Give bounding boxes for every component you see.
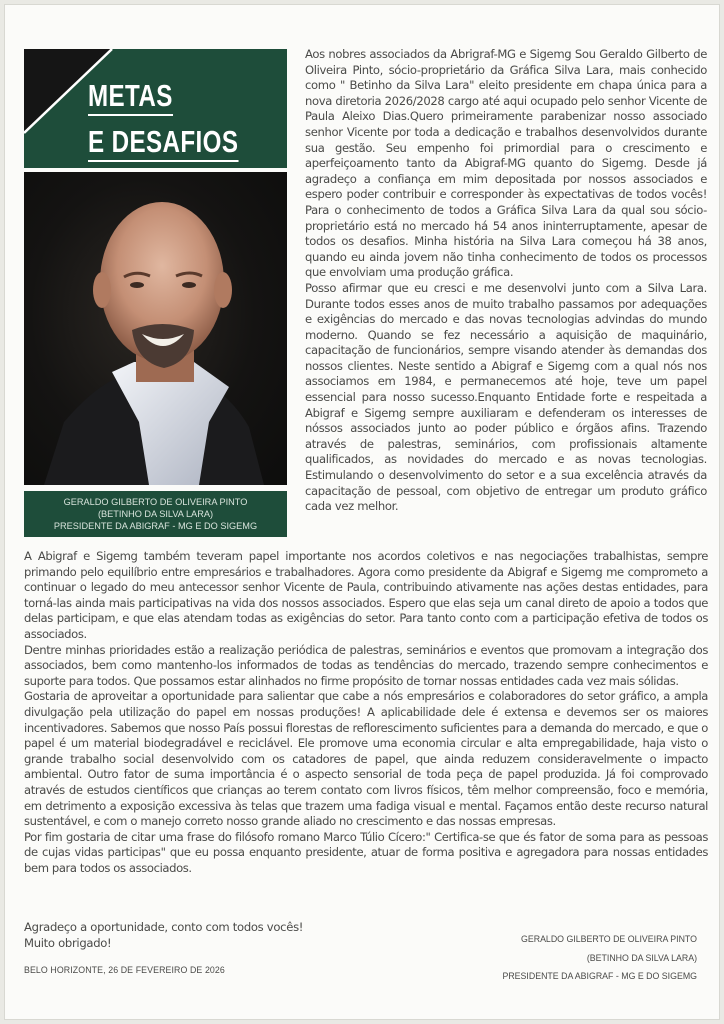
caption-name: GERALDO GILBERTO DE OLIVEIRA PINTO bbox=[63, 497, 248, 507]
paragraph: Gostaria de aproveitar a oportunidade para salientar que cabe a nós empresários e colaboradores do setor gráfico, a ampla divulgação pela utilização do papel em nossas produções! A aplicabilidade dele é extensa e devemos ser os maiores incentivadores. Sabemos que nosso País possui florestas de reflorescimento suficientes para a demanda do mercado, e que o papel é um material biodegradável e reciclável. Ele promove uma economia circular e alta empregabilidade, haja visto o grande trabalho social desenvolvido com os catadores de papel, que ainda reduzem consideravelmente o impacto ambiental. Outro fator de suma importância é o aspecto sensorial de toda peça de papel produzida. Já foi comprovado através de estudos científicos que crianças ao terem contato com livros físicos, têm melhor compreensão, foco e memória, em detrimento a exposição excessiva às telas que trazem uma fadiga visual e mental. Façamos então deste recurso natural sustentável, e com o manejo correto nosso grande aliado no crescimento e das nossas empresas. bbox=[24, 689, 708, 829]
page-title bbox=[88, 75, 238, 167]
title-line-1: METAS bbox=[88, 78, 173, 116]
portrait-photo bbox=[24, 172, 287, 485]
paragraph: Por fim gostaria de citar uma frase do filósofo romano Marco Túlio Cícero:" Certifica-se que és fator de soma para as pessoas de cujas vidas participas" que eu possa enquanto presidente, atuar de forma positiva e agregadora para nossas entidades bem para todos os associados. bbox=[24, 829, 708, 875]
paragraph: Posso afirmar que eu cresci e me desenvolvi junto com a Silva Lara. Durante todos esses anos de muito trabalho passamos por adequações e exigências do mercado e das novas tecnologias advindas do mundo moderno. Quando se fez necessário a aquisição de maquinário, capacitação de funcionários, sempre visando atender às demandas dos nossos clientes. Neste sentido a Abigraf e Sigemg com a qual nós nos associamos em 1984, e permanecemos até hoje, teve um papel essencial para nosso sucesso.Enquanto Entidade forte e respeitada a Abigraf e Sigemg sempre auxiliaram e defenderam os interesses de nóssos associados junto ao poder público e órgãos afins. Trazendo através de palestras, seminários, com profissionais altamente qualificados, as novidades do mercado e as novas tecnologias. Estimulando o desenvolvimento do setor e a sua excelência através da capacitação de pessoal, com objetivo de entregar um produto gráfico cada vez melhor. bbox=[305, 280, 707, 514]
signature-block bbox=[502, 930, 697, 986]
photo-caption bbox=[24, 491, 287, 537]
signature-nickname: (BETINHO DA SILVA LARA) bbox=[586, 952, 697, 963]
portrait-illustration bbox=[24, 172, 287, 485]
closing-farewell: Muito obrigado! bbox=[24, 936, 112, 950]
signature-name: GERALDO GILBERTO DE OLIVEIRA PINTO bbox=[521, 934, 697, 944]
title-line-2: E DESAFIOS bbox=[88, 124, 238, 162]
document-page bbox=[4, 4, 720, 1020]
caption-nickname: (BETINHO DA SILVA LARA) bbox=[97, 509, 214, 519]
right-column-text bbox=[305, 47, 707, 515]
full-width-text bbox=[24, 549, 708, 876]
signature-role: PRESIDENTE DA ABIGRAF - MG E DO SIGEMG bbox=[502, 971, 697, 981]
paragraph: Dentre minhas prioridades estão a realização periódica de palestras, seminários e eventos que promovam a integração dos associados, bem como mantenho-los informados de todas as tendências do mercado, trazendo sempre conhecimentos e suporte para todos. Que possamos estar alinhados no firme propósito de tornar nossas entidades cada vez mais sólidas. bbox=[24, 642, 708, 688]
closing-thanks: Agradeço a oportunidade, conto com todos vocês! bbox=[24, 920, 304, 934]
paragraph: Aos nobres associados da Abrigraf-MG e Sigemg Sou Geraldo Gilberto de Oliveira Pinto, sócio-proprietário da Gráfica Silva Lara, mais conhecido como " Betinho da Silva Lara" eleito presidente em chapa única para a nova diretoria 2026/2028 cargo até aqui ocupado pelo senhor Vicente de Paula Aleixo Dias.Quero primeiramente parabenizar nosso associado senhor Vicente por toda a dedicação e trabalhos desenvolvidos durante sua gestão. Seu empenho foi primordial para o crescimento e aperfeiçoamento tanto da Abigraf-MG quanto do Sigemg. Desde já agradeço a confiança em mim depositada por nossos associados e espero poder contribuir e corresponder às expectativas de todos vocês! Para o conhecimento de todos a Gráfica Silva Lara da qual sou sócio-proprietário está no mercado há 54 anos ininterruptamente, apesar de todos os desafios. Minha história na Silva Lara começou há 38 anos, quando eu ainda jovem não tinha conhecimento de todos os processos que envolviam uma produção gráfica. bbox=[305, 47, 707, 280]
closing-remarks bbox=[24, 919, 303, 951]
paragraph: A Abigraf e Sigemg também teveram papel importante nos acordos coletivos e nas negociações trabalhistas, sempre primando pelo equilíbrio entre empresários e trabalhadores. Agora como presidente da Abigraf e Sigemg me comprometo a continuar o legado do meu antecessor senhor Vicente de Paula, contribuindo ativamente nas ações destas entidades, para torná-las ainda mais participativas na vida dos nossos associados. Espero que elas seja um canal direto de apoio a todos que delas participam, e que elas atendam todas as exigências do setor. Para tanto conto com a participação efetiva de todos os associados. bbox=[24, 549, 708, 641]
section-header-banner bbox=[24, 49, 287, 168]
date-location: BELO HORIZONTE, 26 DE FEVEREIRO DE 2026 bbox=[24, 965, 225, 975]
caption-role: PRESIDENTE DA ABIGRAF - MG E DO SIGEMG bbox=[53, 521, 258, 531]
